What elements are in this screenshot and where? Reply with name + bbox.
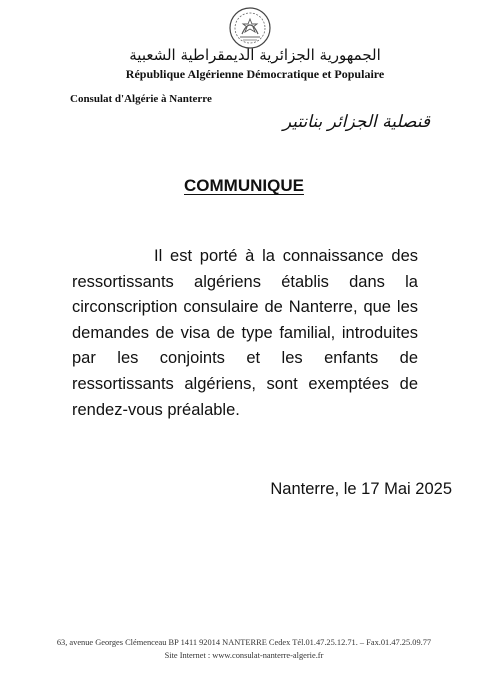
communique-body: Il est porté à la connaissance des ressortissants algériens établis dans la circonscription consulaire de Nanterre, que les demandes de visa de type familial, introduites par les conjoints et les enfants de ressortissants algériens, sont exemptées de rendez-vous préalable.: [72, 247, 418, 419]
consulate-name-ar: قنصلية الجزائر بنانتير: [282, 112, 430, 132]
communique-title: COMMUNIQUE: [184, 176, 304, 195]
footer-address: 63, avenue Georges Clémenceau BP 1411 92014 NANTERRE Cedex Tél.01.47.25.12.71. – Fax.01.47.25.09.77: [56, 638, 432, 647]
french-republic-title: République Algérienne Démocratique et Populaire: [125, 67, 385, 81]
communique-title-row: [0, 176, 488, 196]
consulate-name-fr: Consulat d'Algérie à Nanterre: [70, 93, 212, 105]
communique-date: Nanterre, le 17 Mai 2025: [270, 480, 452, 498]
footer-website: Site Internet : www.consulat-nanterre-algerie.fr: [164, 651, 324, 660]
emblem-icon: [228, 6, 272, 50]
arabic-republic-title: الجمهورية الجزائرية الديمقراطية الشعبية: [129, 46, 381, 64]
